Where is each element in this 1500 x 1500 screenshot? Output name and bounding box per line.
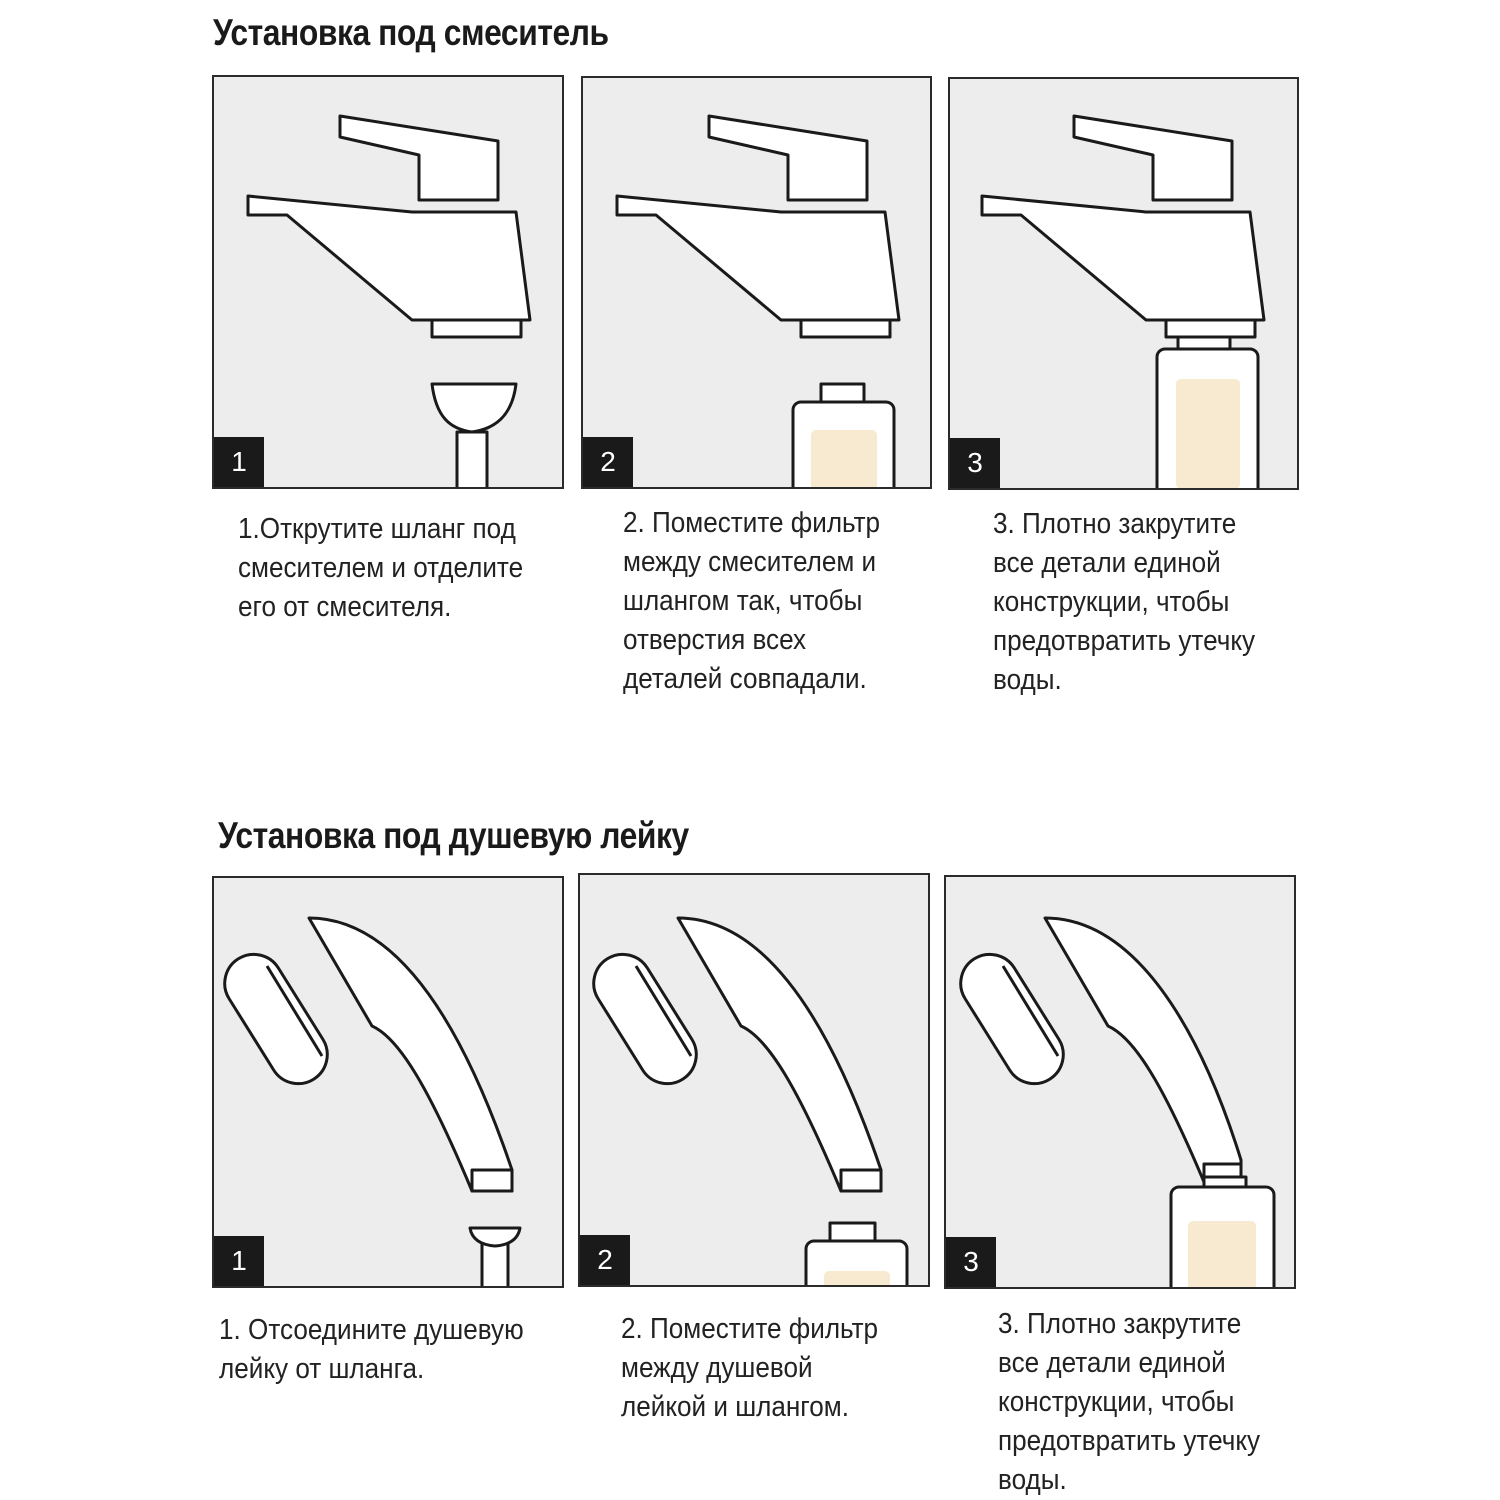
step-panel-shower-1 bbox=[212, 876, 564, 1288]
step-caption-faucet-2: 2. Поместите фильтр между смесителем и шлангом так, чтобы отверстия всех деталей совпадали. bbox=[623, 507, 881, 695]
step-panel-faucet-3 bbox=[948, 77, 1299, 490]
step-caption-faucet-3: 3. Плотно закрутите все детали единой конструкции, чтобы предотвратить утечку воды. bbox=[993, 508, 1256, 696]
step-caption-shower-1: 1. Отсоедините душевую лейку от шланга. bbox=[219, 1314, 524, 1385]
step-caption-shower-3: 3. Плотно закрутите все детали единой конструкции, чтобы предотвратить утечку воды. bbox=[998, 1308, 1261, 1496]
step-badge: 2 bbox=[583, 437, 633, 487]
step-badge: 3 bbox=[946, 1237, 996, 1287]
hose-connector-icon bbox=[432, 384, 516, 489]
filter-cartridge-icon bbox=[806, 1223, 907, 1287]
faucet-icon bbox=[214, 77, 564, 489]
step-badge: 2 bbox=[580, 1235, 630, 1285]
step-panel-shower-3 bbox=[944, 875, 1296, 1289]
step-badge: 1 bbox=[214, 437, 264, 487]
shower-head-icon bbox=[580, 875, 930, 1287]
filter-cartridge-icon bbox=[1157, 337, 1258, 490]
step-panel-faucet-2 bbox=[581, 76, 932, 489]
step-panel-shower-2 bbox=[578, 873, 930, 1287]
step-panel-faucet-1 bbox=[212, 75, 564, 489]
section-title-faucet: Установка под смеситель bbox=[213, 12, 609, 53]
step-badge: 1 bbox=[214, 1236, 264, 1286]
filter-cartridge-icon bbox=[793, 384, 894, 489]
step-caption-shower-2: 2. Поместите фильтр между душевой лейкой и шлангом. bbox=[621, 1313, 879, 1423]
shower-head-icon bbox=[946, 877, 1296, 1289]
shower-head-icon bbox=[214, 878, 564, 1288]
filter-cartridge-icon bbox=[1171, 1177, 1274, 1289]
faucet-icon bbox=[583, 78, 932, 489]
section-title-shower: Установка под душевую лейку bbox=[218, 815, 689, 856]
step-caption-faucet-1: 1.Открутите шланг под смесителем и отделите его от смесителя. bbox=[238, 513, 524, 623]
step-badge: 3 bbox=[950, 438, 1000, 488]
faucet-icon bbox=[950, 79, 1299, 490]
hose-connector-icon bbox=[470, 1228, 520, 1288]
